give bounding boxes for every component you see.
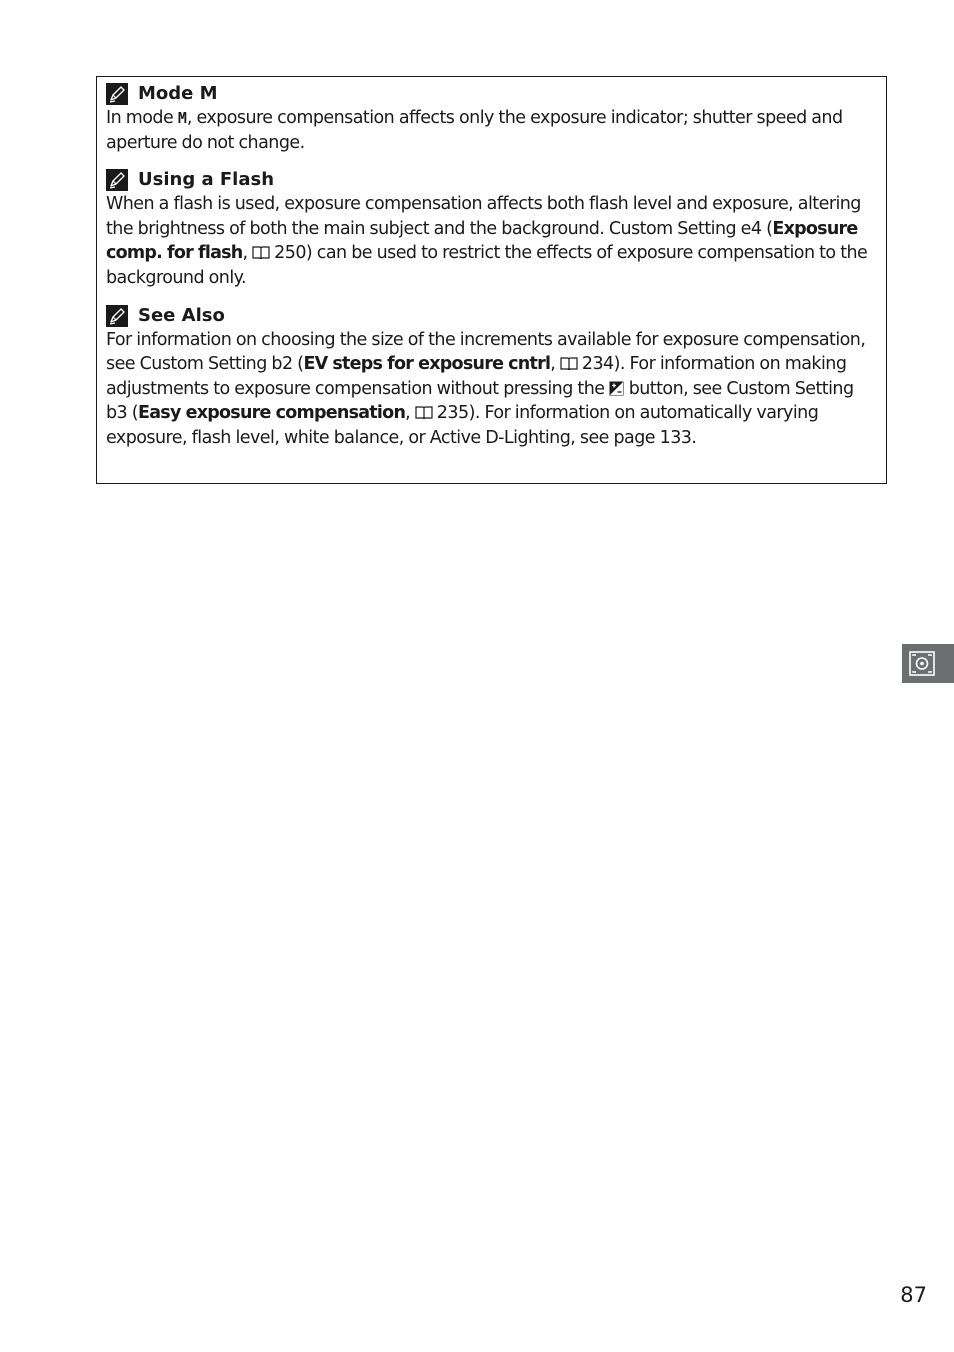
exposure-mode-icon <box>909 651 935 676</box>
note-body: When a flash is used, exposure compensation affects both flash level and exposure, altering the brightness of both the main subject and the background. Custom Setting e4 (Exposure comp. for flash, 250) can be used to restrict the effects of exposure compensation to the background only. <box>106 194 868 288</box>
note-body: For information on choosing the size of the increments available for exposure compensation, see Custom Setting b2 (EV steps for exposure cntrl, 234). For information on making adjustments to exposure compensation without pressing the button, see Custom Setting b3 (Easy exposure compensation, 235). For information on automatically varying exposure, flash level, white balance, or Active D-Lighting, see page 133. <box>106 329 866 448</box>
page-ref[interactable]: 250 <box>274 243 306 264</box>
menu-item-name: EV steps for exposure cntrl <box>303 354 551 375</box>
book-icon <box>560 357 578 370</box>
exposure-compensation-icon <box>609 381 624 396</box>
note-see-also <box>106 304 878 451</box>
book-icon <box>415 406 433 419</box>
page-ref[interactable]: 235 <box>436 403 469 424</box>
chapter-side-tab[interactable] <box>902 644 954 683</box>
menu-item-name: Exposure comp. for flash <box>106 218 858 264</box>
mode-letter: M <box>177 109 187 127</box>
note-title: See Also <box>138 304 225 326</box>
note-body: In mode M, exposure compensation affects only the exposure indicator; shutter speed and aperture do not change. <box>106 108 843 153</box>
note-mode-m <box>106 82 878 155</box>
book-icon <box>252 246 270 259</box>
note-using-a-flash <box>106 168 878 290</box>
note-title: Mode M <box>138 83 218 104</box>
pencil-icon <box>106 83 128 105</box>
note-header <box>106 304 878 328</box>
notes-box <box>96 76 887 484</box>
note-header <box>106 168 878 192</box>
menu-item-name: Easy exposure compensation <box>138 403 406 424</box>
pencil-icon <box>106 305 128 327</box>
page-ref[interactable]: 234 <box>581 354 614 375</box>
page-number: 87 <box>900 1283 927 1307</box>
note-title: Using a Flash <box>138 169 275 191</box>
note-header <box>106 82 878 106</box>
pencil-icon <box>106 169 128 191</box>
